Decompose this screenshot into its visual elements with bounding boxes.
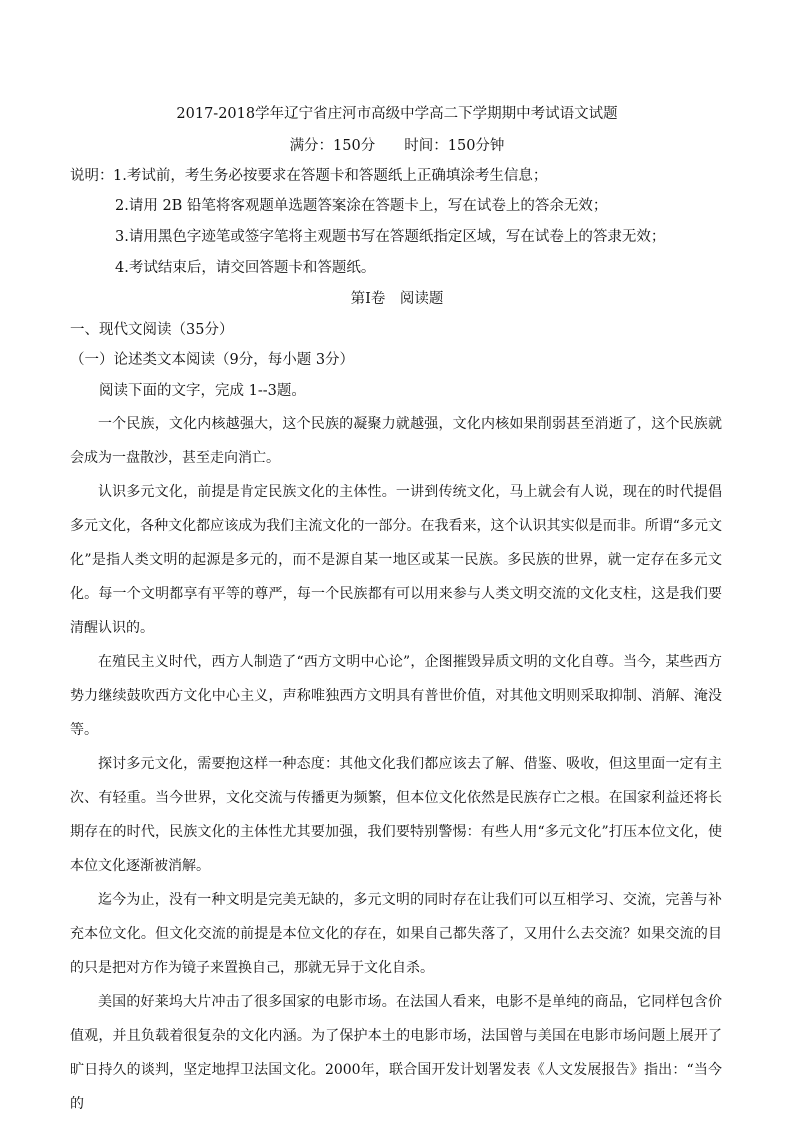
- article-paragraph: 探讨多元文化，需要抱这样一种态度：其他文化我们都应该去了解、借鉴、吸收，但这里面一定有主次、有轻重。当今世界，文化交流与传播更为频繁，但本位文化依然是民族存亡之根。在国家利益还将长期存在的时代，民族文化的主体性尤其要加强，我们要特别警惕：有些人用“多元文化”打压本位文化，使本位文化逐渐被消解。: [70, 756, 722, 874]
- article-paragraph: 迄今为止，没有一种文明是完美无缺的，多元文明的同时存在让我们可以互相学习、交流，完善与补充本位文化。但文化交流的前提是本位文化的存在，如果自己都失落了，又用什么去交流？如果交流的目的只是把对方作为镜子来置换自己，那就无异于文化自杀。: [70, 892, 722, 976]
- article-paragraph: 认识多元文化，前提是肯定民族文化的主体性。一讲到传统文化，马上就会有人说，现在的时代提倡多元文化，各种文化都应该成为我们主流文化的一部分。在我看来，这个认识其实似是而非。所谓“多元文化”是指人类文明的起源是多元的，而不是源自某一地区或某一民族。多民族的世界，就一定存在多元文化。每一个文明都享有平等的尊严，每一个民族都有可以用来参与人类文明交流的文化支柱，这是我们要清醒认识的。: [70, 484, 722, 636]
- article-paragraph: 一个民族，文化内核越强大，这个民族的凝聚力就越强，文化内核如果削弱甚至消逝了，这个民族就会成为一盘散沙，甚至走向消亡。: [70, 416, 722, 466]
- instruction-item: 3.请用黑色字迹笔或签字笔将主观题书写在答题纸指定区域，写在试卷上的答隶无效；: [115, 229, 666, 245]
- score-time-line: 满分：150分 时间：150分钟: [289, 138, 505, 154]
- instruction-item: 4.考试结束后，请交回答题卡和答题纸。: [115, 260, 376, 276]
- instructions-label: 说明：: [70, 168, 114, 184]
- article-paragraph: 在殖民主义时代，西方人制造了“西方文明中心论”，企图摧毁异质文明的文化自尊。当今，某些西方势力继续鼓吹西方文化中心主义，声称唯独西方文明具有普世价值，对其他文明则采取抑制、消解、淹没等。: [70, 654, 722, 738]
- subsection-heading: （一）论述类文本阅读（9分，每小题 3分）: [70, 352, 355, 368]
- instruction-item: 1.考试前，考生务必按要求在答题卡和答题纸上正确填涂考生信息；: [113, 168, 548, 184]
- reading-prompt: 阅读下面的文字，完成 1--3题。: [99, 383, 306, 399]
- part-heading: 一、现代文阅读（35分）: [70, 322, 234, 338]
- article-paragraph: 美国的好莱坞大片冲击了很多国家的电影市场。在法国人看来，电影不是单纯的商品，它同样包含价值观，并且负载着很复杂的文化内涵。为了保护本土的电影市场，法国曾与美国在电影市场问题上展开了旷日持久的谈判，坚定地捍卫法国文化。2000年，联合国开发计划署发表《人文发展报告》指出：“当今的: [70, 994, 722, 1112]
- instruction-item: 2.请用 2B 铅笔将客观题单选题答案涂在答题卡上，写在试卷上的答余无效；: [115, 198, 608, 214]
- exam-title: 2017-2018学年辽宁省庄河市高级中学高二下学期期中考试语文试题: [176, 106, 618, 122]
- volume-heading: 第Ⅰ卷 阅读题: [350, 291, 444, 307]
- article-body: [70, 407, 722, 1121]
